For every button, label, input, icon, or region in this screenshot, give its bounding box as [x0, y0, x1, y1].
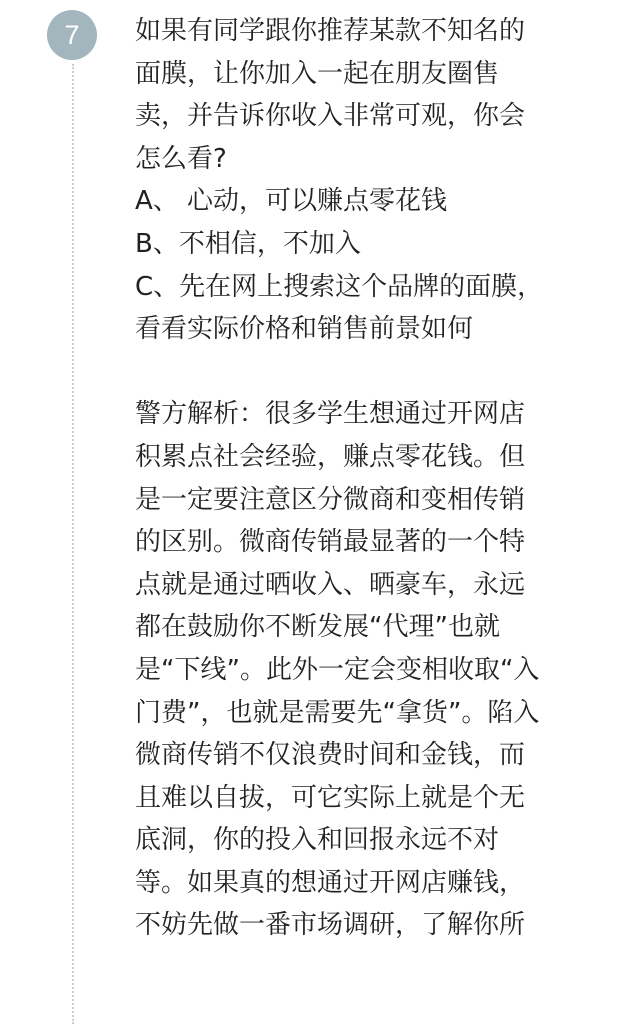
analysis-line: 等。如果真的想通过开网店赚钱， [135, 867, 526, 898]
option-a: A、 心动，可以赚点零花钱 [135, 186, 448, 217]
question-number-badge: 7 [47, 10, 97, 60]
question-text [135, 10, 590, 180]
analysis-line: 是“下线”。此外一定会变相收取“入 [135, 654, 540, 685]
answer-options [135, 180, 590, 350]
question-content [135, 10, 590, 947]
question-line: 怎么看? [135, 143, 227, 174]
police-analysis [135, 393, 590, 947]
question-line: 面膜，让你加入一起在朋友圈售 [135, 58, 500, 89]
option-c: C、先在网上搜索这个品牌的面膜， [135, 271, 544, 302]
paragraph-spacer [135, 351, 590, 394]
analysis-line: 门费”，也就是需要先“拿货”。陷入 [135, 697, 540, 728]
timeline-dotted-line [72, 64, 74, 1024]
analysis-line: 且难以自拔，可它实际上就是个无 [135, 782, 526, 813]
analysis-line: 是一定要注意区分微商和变相传销 [135, 484, 526, 515]
question-line: 如果有同学跟你推荐某款不知名的 [135, 16, 526, 46]
analysis-line: 底洞，你的投入和回报永远不对 [135, 825, 500, 856]
analysis-line: 都在鼓励你不断发展“代理”也就 [135, 612, 500, 643]
option-b: B、不相信，不加入 [135, 228, 361, 259]
analysis-line: 积累点社会经验，赚点零花钱。但 [135, 441, 526, 472]
option-c-continued: 看看实际价格和销售前景如何 [135, 314, 474, 345]
analysis-line: 微商传销不仅浪费时间和金钱，而 [135, 740, 526, 771]
analysis-line: 不妨先做一番市场调研，了解你所 [135, 910, 526, 941]
analysis-line: 警方解析：很多学生想通过开网店 [135, 399, 526, 430]
question-line: 卖，并告诉你收入非常可观，你会 [135, 101, 526, 132]
analysis-line: 点就是通过晒收入、晒豪车，永远 [135, 569, 526, 600]
analysis-line: 的区别。微商传销最显著的一个特 [135, 527, 526, 558]
